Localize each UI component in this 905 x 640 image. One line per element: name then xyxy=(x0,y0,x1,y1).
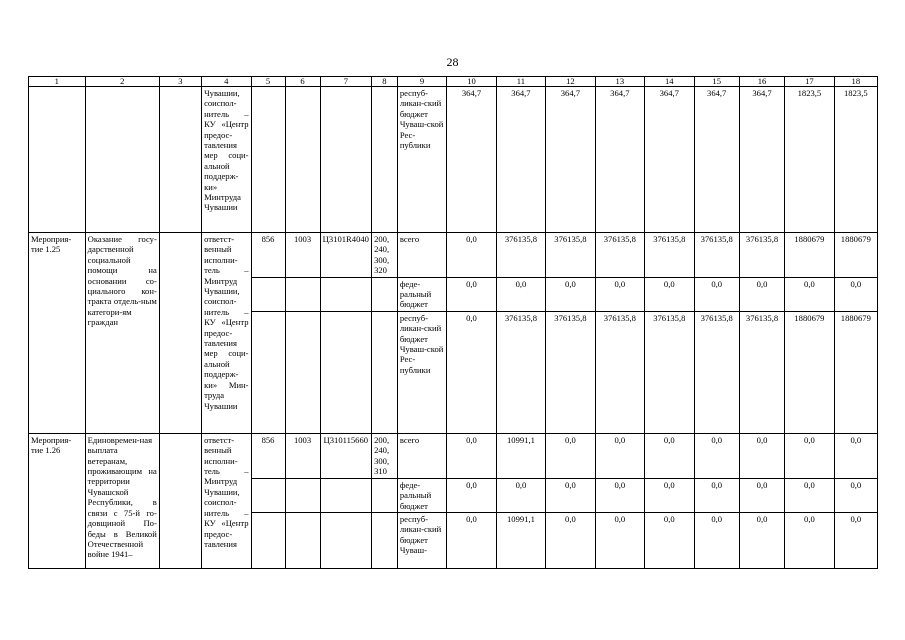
value-cell: 0,0 xyxy=(546,433,595,478)
measure-id-cell: Мероприя-тие 1.25 xyxy=(29,233,86,434)
value-cell: 364,7 xyxy=(645,87,694,233)
value-cell: 1823,5 xyxy=(785,87,834,233)
value-cell: 0,0 xyxy=(447,233,496,278)
value-cell: 0,0 xyxy=(834,277,877,311)
value-cell: 0,0 xyxy=(447,513,496,569)
value-cell: 376135,8 xyxy=(496,311,545,433)
continuation-row xyxy=(29,87,878,233)
column-number: 5 xyxy=(251,77,285,87)
grbs-cell: 856 xyxy=(251,433,285,478)
value-cell: 0,0 xyxy=(694,277,739,311)
value-cell: 0,0 xyxy=(645,433,694,478)
column-number: 14 xyxy=(645,77,694,87)
table-row xyxy=(29,233,878,278)
column-number: 2 xyxy=(85,77,159,87)
value-cell: 376135,8 xyxy=(739,311,784,433)
value-cell: 0,0 xyxy=(739,478,784,512)
value-cell: 0,0 xyxy=(447,433,496,478)
grbs-cell: 856 xyxy=(251,233,285,278)
program-measures-table xyxy=(28,76,878,569)
funding-source-cell: всего xyxy=(397,233,446,278)
column-number: 12 xyxy=(546,77,595,87)
value-cell: 0,0 xyxy=(447,277,496,311)
value-cell: 0,0 xyxy=(834,433,877,478)
column-number: 8 xyxy=(372,77,398,87)
column-number: 13 xyxy=(595,77,644,87)
value-cell: 364,7 xyxy=(447,87,496,233)
column-number: 6 xyxy=(285,77,320,87)
column-number: 4 xyxy=(202,77,251,87)
value-cell: 0,0 xyxy=(595,478,644,512)
column-number: 10 xyxy=(447,77,496,87)
csr-cell: Ц310115660 xyxy=(320,433,372,478)
value-cell: 10991,1 xyxy=(496,513,545,569)
value-cell: 0,0 xyxy=(595,433,644,478)
column-number: 7 xyxy=(320,77,372,87)
value-cell: 376135,8 xyxy=(694,311,739,433)
column-number: 16 xyxy=(739,77,784,87)
value-cell: 0,0 xyxy=(739,513,784,569)
column-number: 3 xyxy=(159,77,201,87)
column-number: 1 xyxy=(29,77,86,87)
value-cell: 376135,8 xyxy=(595,311,644,433)
value-cell: 0,0 xyxy=(785,478,834,512)
rzpr-cell: 1003 xyxy=(285,433,320,478)
value-cell: 0,0 xyxy=(739,277,784,311)
value-cell: 0,0 xyxy=(496,277,545,311)
value-cell: 0,0 xyxy=(447,311,496,433)
value-cell: 0,0 xyxy=(546,478,595,512)
value-cell: 0,0 xyxy=(546,277,595,311)
value-cell: 0,0 xyxy=(645,513,694,569)
value-cell: 376135,8 xyxy=(546,233,595,278)
value-cell: 1880679 xyxy=(785,233,834,278)
value-cell: 364,7 xyxy=(595,87,644,233)
column-number: 17 xyxy=(785,77,834,87)
funding-source-cell: всего xyxy=(397,433,446,478)
value-cell: 1880679 xyxy=(785,311,834,433)
executor-cell: Чувашии, соиспол-нитель – КУ «Центр предос-тавления мер соци-альной поддерж-ки» Минтруда Чувашии xyxy=(202,87,251,233)
funding-source-cell: феде-ральный бюджет xyxy=(397,478,446,512)
value-cell: 0,0 xyxy=(739,433,784,478)
value-cell: 0,0 xyxy=(694,433,739,478)
value-cell: 376135,8 xyxy=(546,311,595,433)
value-cell: 0,0 xyxy=(546,513,595,569)
funding-source-cell: респуб-ликан-ский бюджет Чуваш-ской Рес-публики xyxy=(397,311,446,433)
value-cell: 0,0 xyxy=(785,513,834,569)
value-cell: 0,0 xyxy=(785,433,834,478)
value-cell: 1880679 xyxy=(834,233,877,278)
value-cell: 364,7 xyxy=(496,87,545,233)
measure-name-cell: Оказание госу-дарственной социальной помощи на основании со-циального кон-тракта отдель-ным категори-ям граждан xyxy=(85,233,159,434)
value-cell: 0,0 xyxy=(834,478,877,512)
value-cell: 0,0 xyxy=(834,513,877,569)
funding-source-cell: респуб-ликан-ский бюджет Чуваш- xyxy=(397,513,446,569)
value-cell: 0,0 xyxy=(694,478,739,512)
measure-name-cell: Единовремен-ная выплата ветеранам, проживающим на территории Чувашской Республики, в связи с 75-й го-довщиной По-беды в Великой Отечественной войне 1941– xyxy=(85,433,159,568)
value-cell: 1823,5 xyxy=(834,87,877,233)
column-number: 15 xyxy=(694,77,739,87)
value-cell: 0,0 xyxy=(496,478,545,512)
value-cell: 364,7 xyxy=(739,87,784,233)
vr-cell: 200, 240, 300, 310 xyxy=(372,433,398,478)
value-cell: 10991,1 xyxy=(496,433,545,478)
column-number: 18 xyxy=(834,77,877,87)
rzpr-cell: 1003 xyxy=(285,233,320,278)
measure-id-cell: Мероприя-тие 1.26 xyxy=(29,433,86,568)
value-cell: 376135,8 xyxy=(739,233,784,278)
funding-source-cell: феде-ральный бюджет xyxy=(397,277,446,311)
value-cell: 364,7 xyxy=(694,87,739,233)
value-cell: 0,0 xyxy=(645,277,694,311)
value-cell: 0,0 xyxy=(785,277,834,311)
page-number: 28 xyxy=(446,55,459,69)
value-cell: 364,7 xyxy=(546,87,595,233)
value-cell: 0,0 xyxy=(595,513,644,569)
executor-cell: ответст-венный исполни-тель – Минтруд Чувашии, соиспол-нитель – КУ «Центр предос-тавления мер соци-альной поддерж-ки» Мин-труда Чувашии xyxy=(202,233,251,434)
value-cell: 376135,8 xyxy=(645,311,694,433)
value-cell: 0,0 xyxy=(447,478,496,512)
value-cell: 0,0 xyxy=(645,478,694,512)
value-cell: 376135,8 xyxy=(694,233,739,278)
value-cell: 1880679 xyxy=(834,311,877,433)
value-cell: 376135,8 xyxy=(645,233,694,278)
funding-source-cell: респуб-ликан-ский бюджет Чуваш-ской Рес-публики xyxy=(397,87,446,233)
column-number: 9 xyxy=(397,77,446,87)
value-cell: 376135,8 xyxy=(496,233,545,278)
table-row xyxy=(29,433,878,478)
column-number-row xyxy=(29,77,878,87)
value-cell: 0,0 xyxy=(595,277,644,311)
executor-cell: ответст-венный исполни-тель – Минтруд Чувашии, соиспол-нитель – КУ «Центр предос-тавления xyxy=(202,433,251,568)
csr-cell: Ц3101R4040 xyxy=(320,233,372,278)
column-number: 11 xyxy=(496,77,545,87)
value-cell: 0,0 xyxy=(694,513,739,569)
vr-cell: 200, 240, 300, 320 xyxy=(372,233,398,278)
value-cell: 376135,8 xyxy=(595,233,644,278)
